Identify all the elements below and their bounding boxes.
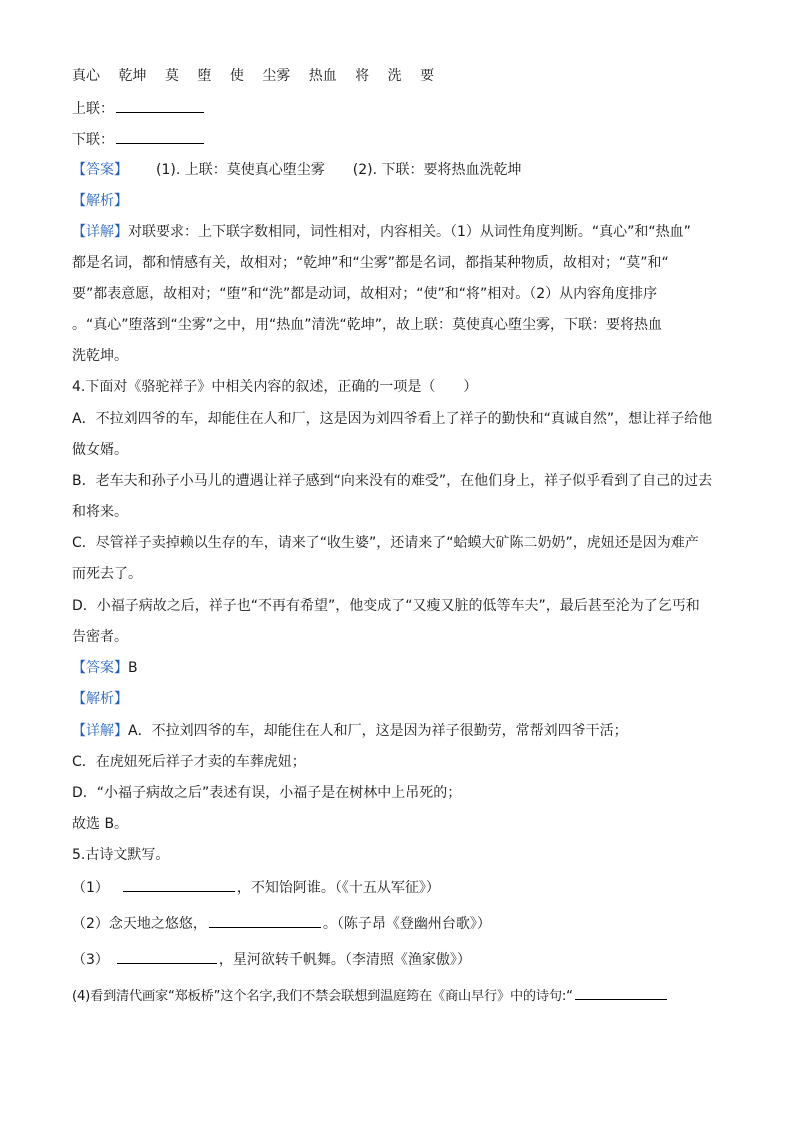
item-number: （3）	[72, 952, 109, 968]
detail-a: A．不拉刘四爷的车，却能住在人和厂，这是因为祥子很勤劳，常帮刘四爷干活；	[128, 723, 628, 739]
detail-tag: 【详解】	[72, 723, 128, 739]
word: 将	[355, 68, 370, 84]
q3-detail-line: 洗乾坤。	[72, 348, 128, 364]
detail-text: 对联要求：上下联字数相同，词性相对，内容相关。（1）从词性角度判断。“真心”和“热血”	[128, 224, 691, 240]
q5-item-2	[72, 913, 491, 934]
answer-tag: 【答案】	[72, 660, 128, 676]
q3-detail-line: 。“真心”堕落到“尘雾”之中，用“热血”清洗“乾坤”，故上联：莫使真心堕尘雾，下联：要将热血	[72, 317, 663, 333]
word: 要	[420, 68, 435, 84]
lower-couplet-label: 下联：	[72, 132, 114, 148]
detail-tag: 【详解】	[72, 224, 128, 240]
word: 尘雾	[262, 68, 291, 84]
upper-couplet-label: 上联：	[72, 101, 114, 117]
answer-tag: 【答案】	[72, 162, 128, 178]
q5-item-4	[72, 985, 669, 1007]
fill-blank[interactable]	[117, 949, 217, 964]
q4-analysis-tag: 【解析】	[72, 691, 128, 707]
fill-blank[interactable]	[123, 877, 235, 892]
q4-option-d: D．小福子病故之后，祥子也“不再有希望”，他变成了“又瘦又脏的低等车夫”，最后甚至沦为了乞丐和	[72, 598, 700, 614]
lower-couplet-blank[interactable]	[116, 129, 204, 144]
q5-item-1	[72, 877, 440, 898]
q4-stem: 4.下面对《骆驼祥子》中相关内容的叙述，正确的一项是（ ）	[72, 379, 478, 395]
q5-stem: 5.古诗文默写。	[72, 847, 170, 863]
item-text: ，星河欲转千帆舞。（李清照《渔家傲》）	[218, 952, 471, 968]
item-text: 。（陈子昂《登幽州台歌》）	[322, 916, 491, 932]
item-text: （2）念天地之悠悠，	[72, 916, 207, 932]
answer-value: B	[128, 660, 138, 676]
q4-option-a: A．不拉刘四爷的车，却能住在人和厂，这是因为刘四爷看上了祥子的勤快和“真诚自然”，想让祥子给他	[72, 411, 713, 427]
word: 洗	[387, 68, 402, 84]
q3-analysis-tag: 【解析】	[72, 193, 128, 209]
q4-answer-line	[72, 658, 138, 678]
word-bank	[72, 66, 448, 86]
q4-detail-line	[72, 721, 628, 741]
q4-option-d-cont: 告密者。	[72, 629, 128, 645]
q3-detail-line: 要”都表意愿，故相对；“堕”和“洗”都是动词，故相对；“使”和“将”相对。（2）从内容角度排序	[72, 286, 658, 302]
item-number: （1）	[72, 880, 109, 896]
q5-item-3	[72, 949, 471, 970]
upper-couplet-blank[interactable]	[116, 98, 204, 113]
fill-blank[interactable]	[209, 913, 321, 928]
q4-option-b: B．老车夫和孙子小马儿的遭遇让祥子感到“向来没有的难受”，在他们身上，祥子似乎看到了自己的过去	[72, 473, 713, 489]
q4-detail-d: D．“小福子病故之后”表述有误，小福子是在树林中上吊死的；	[72, 785, 462, 801]
q4-conclusion: 故选 B。	[72, 816, 129, 832]
q4-option-c: C．尽管祥子卖掉赖以生存的车，请来了“收生婆”，还请来了“蛤蟆大矿陈二奶奶”，虎妞还是因为难产	[72, 535, 699, 551]
item-text: (4)看到清代画家“郑板桥”这个名字,我们不禁会联想到温庭筠在《商山早行》中的诗句:“	[72, 989, 573, 1004]
word: 使	[229, 68, 244, 84]
word: 乾坤	[118, 68, 147, 84]
upper-couplet-line	[72, 98, 206, 119]
q4-option-a-cont: 做女婿。	[72, 442, 128, 458]
q4-option-c-cont: 而死去了。	[72, 566, 142, 582]
q4-option-b-cont: 和将来。	[72, 504, 128, 520]
answer-text-2: (2). 下联：要将热血洗乾坤	[352, 162, 522, 178]
q4-detail-c: C．在虎妞死后祥子才卖的车葬虎妞；	[72, 754, 306, 770]
answer-text-1: (1). 上联：莫使真心堕尘雾	[156, 162, 325, 178]
word: 热血	[308, 68, 337, 84]
q3-detail-line	[72, 222, 691, 242]
item-text: ，不知饴阿谁。（《十五从军征》）	[236, 880, 440, 896]
lower-couplet-line	[72, 129, 206, 150]
q3-detail-line: 都是名词，都和情感有关，故相对；“乾坤”和“尘雾”都是名词，都指某种物质，故相对；“莫”和“	[72, 255, 669, 271]
word: 真心	[72, 68, 100, 84]
word: 莫	[164, 68, 179, 84]
word: 堕	[197, 68, 212, 84]
q3-answer-line	[72, 160, 521, 180]
fill-blank[interactable]	[575, 985, 667, 1000]
